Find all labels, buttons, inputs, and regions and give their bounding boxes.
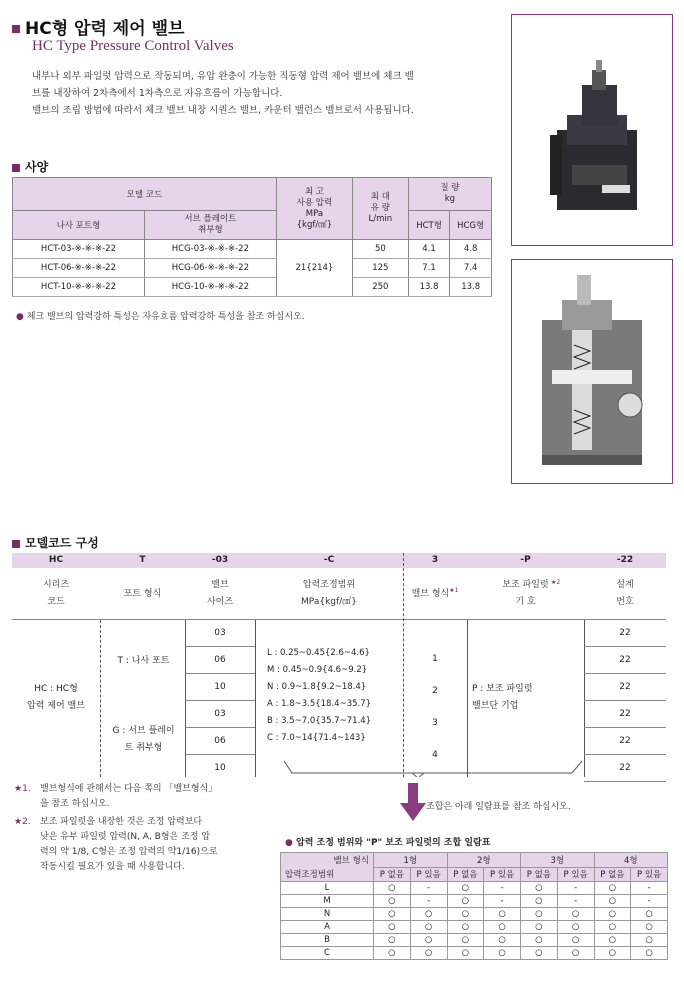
code-port: T bbox=[139, 555, 146, 565]
intro-text: 내부나 외부 파일럿 압력으로 작동되며, 유압 완충이 가능한 직동형 압력 제어 밸브에 체크 밸 브를 내장하여 2차측에서 1차측으로 자유흐름이 가능합니다. 밸브의 조립 방법에 따라서 체크 밸브 내장 시퀀스 밸브, 카운터 밸런스 밸브로서 사용됩니다. bbox=[32, 71, 414, 116]
bracket-icon bbox=[282, 759, 602, 777]
combination-cell: - bbox=[484, 882, 521, 895]
combination-cell: ○ bbox=[631, 921, 668, 934]
design-list: 22 22 22 22 22 22 bbox=[584, 620, 666, 782]
combination-cell: ○ bbox=[484, 934, 521, 947]
range-list: L : 0.25~0.45{2.6~4.6} M : 0.45~0.9{4.6~9.2} N : 0.9~1.8{9.2~18.4} A : 1.8~3.5{18.4~35.7} B : 3.5~7.0{35.7~71.4} C : 7.0~14{71.4~143} bbox=[267, 648, 372, 743]
footnote-1: ★1. 밸브형식에 관해서는 다음 쪽의 「밸브형식」 을 참조 하십시오. bbox=[14, 784, 218, 809]
combination-cell: ○ bbox=[521, 947, 558, 960]
down-arrow-icon bbox=[398, 783, 428, 823]
header-subplate: 서브 플레이트 취부형 bbox=[144, 211, 276, 240]
bullet-icon: ● bbox=[16, 312, 27, 322]
combination-cell: ○ bbox=[594, 882, 631, 895]
combination-cell: ○ bbox=[521, 895, 558, 908]
combination-cell: ○ bbox=[557, 921, 594, 934]
section-square-icon bbox=[12, 25, 20, 33]
label-range: 압력조정범위 MPa{kgf/㎠} bbox=[301, 580, 357, 607]
combination-cell: ○ bbox=[447, 895, 484, 908]
combination-cell: ○ bbox=[594, 895, 631, 908]
combination-cell: ○ bbox=[521, 882, 558, 895]
section-square-icon bbox=[12, 164, 20, 172]
bullet-icon: ● bbox=[285, 838, 296, 848]
code-size: -03 bbox=[211, 555, 229, 565]
table-row bbox=[281, 908, 668, 921]
combination-cell: ○ bbox=[521, 934, 558, 947]
label-size: 밸브 사이즈 bbox=[206, 580, 234, 607]
combination-cell: ○ bbox=[557, 947, 594, 960]
combination-cell: ○ bbox=[594, 934, 631, 947]
combination-cell: ○ bbox=[374, 895, 411, 908]
table-row bbox=[281, 882, 668, 895]
range-label: M bbox=[281, 895, 374, 908]
combination-cell: ○ bbox=[410, 921, 447, 934]
table-row bbox=[281, 921, 668, 934]
label-series: 시리즈 코드 bbox=[42, 580, 70, 607]
section-square-icon bbox=[12, 540, 20, 548]
combination-title: ● 압력 조정 범위와 "P" 보조 파일럿의 조합 일람표 bbox=[285, 838, 491, 848]
label-valve-type: 밸브 형식$^{★1}$ bbox=[411, 587, 459, 599]
table-row: HCT-10-※-※-※-22 HCG-10-※-※-※-22 250 13.8 13.8 bbox=[13, 278, 492, 297]
table-row bbox=[281, 934, 668, 947]
cross-section-icon bbox=[512, 260, 672, 483]
combination-cell: ○ bbox=[631, 947, 668, 960]
combination-cell: ○ bbox=[631, 934, 668, 947]
label-design: 설계 번호 bbox=[616, 580, 634, 607]
model-code-table bbox=[12, 553, 666, 777]
range-label: C bbox=[281, 947, 374, 960]
combination-cell: - bbox=[410, 895, 447, 908]
code-pilot: -P bbox=[520, 555, 531, 565]
footnote-2: ★2. 보조 파일럿을 내장한 것은 조정 압력보다 낮은 유부 파일럿 압력(N, A, B형은 조정 압 력의 약 1/8, C형은 조정 압력의 약1/16)으로 작동시킬 필요가 있을 때 사용합니다. bbox=[14, 817, 218, 872]
header-thread-port: 나사 포트형 bbox=[13, 211, 145, 240]
combination-cell: ○ bbox=[447, 934, 484, 947]
header-max-flow: 최 대 유 량 L/min bbox=[352, 178, 408, 240]
spec-section-title: 사양 bbox=[12, 158, 48, 175]
header-model-code: 모델 코드 bbox=[13, 178, 277, 211]
range-label: N bbox=[281, 908, 374, 921]
combination-cell: ○ bbox=[447, 921, 484, 934]
combination-cell: ○ bbox=[594, 908, 631, 921]
valve-photo bbox=[511, 14, 673, 246]
combination-cell: ○ bbox=[594, 921, 631, 934]
combination-cell: ○ bbox=[410, 908, 447, 921]
valve-cross-section bbox=[511, 259, 673, 484]
code-range: -C bbox=[323, 555, 335, 565]
spec-note: ● 체크 밸브의 압력강하 특성은 자유흐름 압력강하 특성을 참조 하십시오. bbox=[16, 312, 305, 322]
combination-cell: ○ bbox=[374, 947, 411, 960]
combination-cell: ○ bbox=[557, 908, 594, 921]
combination-cell: - bbox=[631, 882, 668, 895]
valve-photo-icon bbox=[512, 15, 672, 245]
table-row: HCT-06-※-※-※-22 HCG-06-※-※-※-22 125 7.1 7.4 bbox=[13, 259, 492, 278]
corner-cell: 밸브 형식 압력조정범위 bbox=[281, 853, 374, 882]
combination-cell: ○ bbox=[484, 908, 521, 921]
table-row bbox=[281, 895, 668, 908]
page-title: HC형 압력 제어 밸브 bbox=[12, 14, 184, 39]
code-design: -22 bbox=[616, 555, 634, 565]
code-valve-type: 3 bbox=[431, 555, 439, 565]
table-row bbox=[281, 947, 668, 960]
range-label: B bbox=[281, 934, 374, 947]
model-code-section-title: 모델코드 구성 bbox=[12, 534, 99, 551]
combination-cell: ○ bbox=[484, 921, 521, 934]
combination-cell: ○ bbox=[374, 921, 411, 934]
combination-cell: ○ bbox=[410, 934, 447, 947]
pilot-desc: P : 보조 파일럿 밸브단 기업 bbox=[472, 684, 533, 711]
combination-cell: ○ bbox=[447, 947, 484, 960]
header-hct: HCT형 bbox=[408, 211, 450, 240]
pressure-value: 21{214} bbox=[276, 240, 352, 297]
port-subplate: G : 서브 플레이 트 취부형 bbox=[112, 726, 175, 753]
combination-table: 밸브 형식 압력조정범위 1형 2형 3형 4형 P 없음 P 있음 P 없음 P 있음 P 없음 P 있음 P 없음 P 있음 L ○ - ○ - ○ - ○ - M ○ - ○ - ○ - ○ - N ○ ○ ○ ○ ○ ○ ○ ○ A ○ ○ ○ ○ ○ ○ ○ ○ B ○ ○ ○ ○ ○ ○ ○ ○ C ○ ○ ○ ○ ○ ○ ○ ○ bbox=[280, 852, 668, 960]
combination-cell: ○ bbox=[594, 947, 631, 960]
label-port: 포트 형식 bbox=[123, 589, 162, 599]
combination-cell: ○ bbox=[557, 934, 594, 947]
combination-cell: - bbox=[557, 895, 594, 908]
spec-table bbox=[12, 177, 492, 297]
combination-cell: - bbox=[557, 882, 594, 895]
combination-cell: ○ bbox=[447, 908, 484, 921]
combination-cell: ○ bbox=[484, 947, 521, 960]
table-row: HCT-03-※-※-※-22 HCG-03-※-※-※-22 21{214} 50 4.1 4.8 bbox=[13, 240, 492, 259]
combination-cell: ○ bbox=[374, 908, 411, 921]
combination-cell: ○ bbox=[410, 947, 447, 960]
size-list: 03 06 10 03 06 10 bbox=[185, 620, 255, 781]
combination-cell: - bbox=[484, 895, 521, 908]
code-series: HC bbox=[48, 555, 64, 565]
combination-cell: ○ bbox=[447, 882, 484, 895]
series-desc: HC : HC형 압력 제어 밸브 bbox=[27, 684, 85, 711]
header-weight: 질 량 kg bbox=[408, 178, 491, 211]
combination-cell: ○ bbox=[631, 908, 668, 921]
combination-cell: - bbox=[410, 882, 447, 895]
combination-cell: ○ bbox=[521, 908, 558, 921]
valve-type-list: 1 2 3 4 bbox=[432, 654, 438, 760]
header-max-pressure: 최 고 사용 압력 MPa {kgf/㎠} bbox=[276, 178, 352, 240]
combination-cell: ○ bbox=[374, 934, 411, 947]
header-hcg: HCG형 bbox=[450, 211, 492, 240]
page-subtitle: HC Type Pressure Control Valves bbox=[32, 38, 234, 54]
label-pilot: 보조 파일럿 기 호 ★2 bbox=[502, 579, 561, 607]
range-label: A bbox=[281, 921, 374, 934]
range-label: L bbox=[281, 882, 374, 895]
port-thread: T : 나사 포트 bbox=[117, 656, 170, 666]
combination-cell: ○ bbox=[374, 882, 411, 895]
combination-cell: ○ bbox=[521, 921, 558, 934]
combination-cell: - bbox=[631, 895, 668, 908]
arrow-note: 조합은 아래 일람표를 참조 하십시오. bbox=[426, 802, 571, 812]
